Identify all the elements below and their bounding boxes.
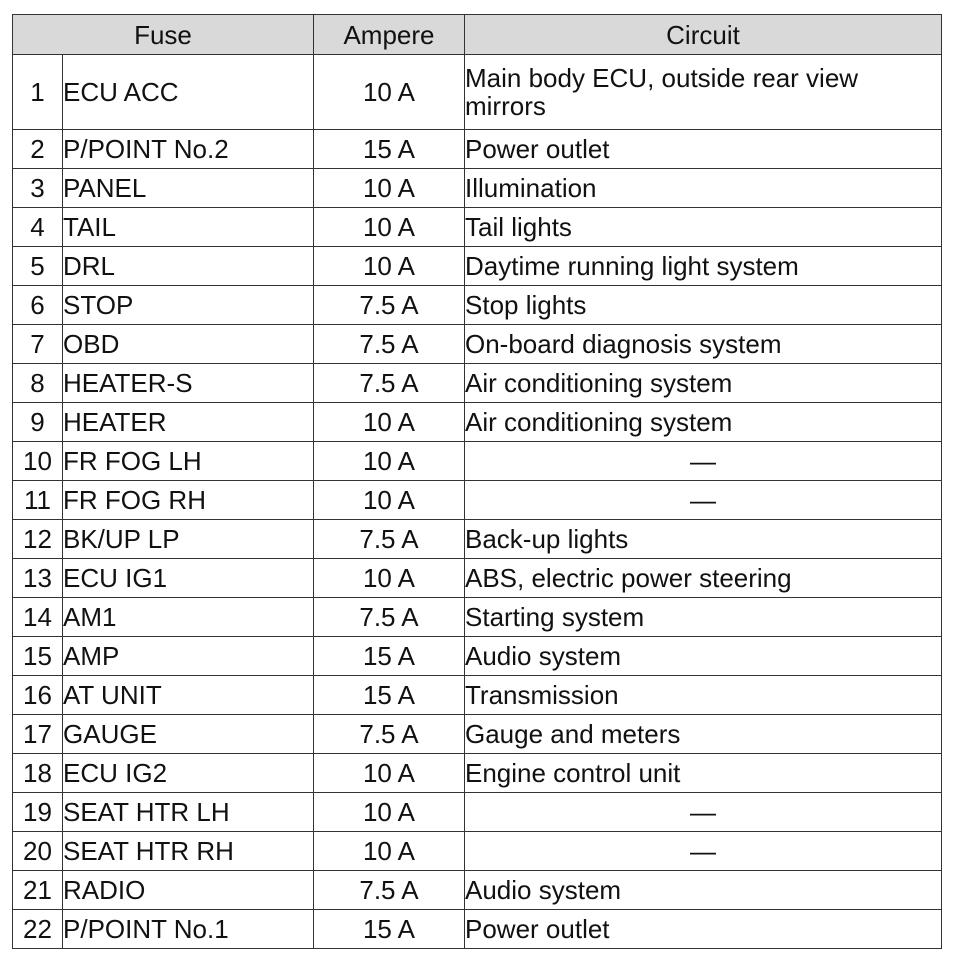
fuse-table — [12, 14, 942, 949]
table-row — [13, 910, 942, 949]
fuse-number: 12 — [13, 520, 63, 559]
fuse-ampere: 10 A — [314, 832, 465, 871]
fuse-number: 11 — [13, 481, 63, 520]
table-row — [13, 754, 942, 793]
fuse-number: 8 — [13, 364, 63, 403]
table-row — [13, 286, 942, 325]
fuse-circuit: Illumination — [465, 169, 942, 208]
fuse-name: PANEL — [63, 169, 314, 208]
fuse-ampere: 10 A — [314, 754, 465, 793]
fuse-ampere: 10 A — [314, 559, 465, 598]
fuse-ampere: 15 A — [314, 130, 465, 169]
table-body — [13, 55, 942, 949]
fuse-number: 7 — [13, 325, 63, 364]
fuse-circuit: Audio system — [465, 637, 942, 676]
table-row — [13, 325, 942, 364]
fuse-name: TAIL — [63, 208, 314, 247]
fuse-number: 2 — [13, 130, 63, 169]
table-row — [13, 637, 942, 676]
table-row — [13, 442, 942, 481]
fuse-circuit: Gauge and meters — [465, 715, 942, 754]
fuse-ampere: 10 A — [314, 793, 465, 832]
fuse-circuit: — — [465, 481, 942, 520]
fuse-circuit: On-board diagnosis system — [465, 325, 942, 364]
table-row — [13, 208, 942, 247]
table-row — [13, 55, 942, 130]
fuse-name: HEATER — [63, 403, 314, 442]
fuse-number: 17 — [13, 715, 63, 754]
fuse-ampere: 10 A — [314, 481, 465, 520]
fuse-name: ECU ACC — [63, 55, 314, 130]
fuse-ampere: 10 A — [314, 208, 465, 247]
fuse-number: 15 — [13, 637, 63, 676]
fuse-number: 14 — [13, 598, 63, 637]
fuse-circuit: — — [465, 832, 942, 871]
fuse-name: BK/UP LP — [63, 520, 314, 559]
table-row — [13, 793, 942, 832]
fuse-name: FR FOG RH — [63, 481, 314, 520]
header-circuit: Circuit — [465, 15, 942, 55]
fuse-circuit: Stop lights — [465, 286, 942, 325]
fuse-name: SEAT HTR LH — [63, 793, 314, 832]
fuse-name: GAUGE — [63, 715, 314, 754]
fuse-number: 22 — [13, 910, 63, 949]
header-row — [13, 15, 942, 55]
fuse-name: DRL — [63, 247, 314, 286]
fuse-number: 18 — [13, 754, 63, 793]
fuse-name: STOP — [63, 286, 314, 325]
fuse-name: P/POINT No.1 — [63, 910, 314, 949]
table-row — [13, 598, 942, 637]
table-row — [13, 715, 942, 754]
fuse-number: 4 — [13, 208, 63, 247]
fuse-circuit: Starting system — [465, 598, 942, 637]
fuse-circuit: Air conditioning system — [465, 403, 942, 442]
fuse-number: 1 — [13, 55, 63, 130]
fuse-circuit: Back-up lights — [465, 520, 942, 559]
table-header — [13, 15, 942, 55]
fuse-ampere: 7.5 A — [314, 364, 465, 403]
fuse-ampere: 10 A — [314, 247, 465, 286]
fuse-number: 5 — [13, 247, 63, 286]
table-row — [13, 130, 942, 169]
fuse-number: 20 — [13, 832, 63, 871]
fuse-circuit: ABS, electric power steering — [465, 559, 942, 598]
fuse-name: RADIO — [63, 871, 314, 910]
fuse-ampere: 15 A — [314, 910, 465, 949]
fuse-circuit: Audio system — [465, 871, 942, 910]
fuse-name: OBD — [63, 325, 314, 364]
fuse-circuit: Power outlet — [465, 910, 942, 949]
fuse-name: ECU IG2 — [63, 754, 314, 793]
fuse-name: AMP — [63, 637, 314, 676]
table-row — [13, 364, 942, 403]
header-fuse: Fuse — [13, 15, 314, 55]
fuse-circuit: Air conditioning system — [465, 364, 942, 403]
fuse-number: 3 — [13, 169, 63, 208]
fuse-ampere: 7.5 A — [314, 325, 465, 364]
fuse-circuit: Tail lights — [465, 208, 942, 247]
fuse-circuit: Engine control unit — [465, 754, 942, 793]
table-row — [13, 169, 942, 208]
fuse-name: FR FOG LH — [63, 442, 314, 481]
fuse-name: AM1 — [63, 598, 314, 637]
table-row — [13, 403, 942, 442]
fuse-ampere: 7.5 A — [314, 598, 465, 637]
fuse-name: ECU IG1 — [63, 559, 314, 598]
fuse-ampere: 7.5 A — [314, 871, 465, 910]
fuse-ampere: 7.5 A — [314, 286, 465, 325]
table-row — [13, 559, 942, 598]
table-row — [13, 481, 942, 520]
fuse-number: 16 — [13, 676, 63, 715]
fuse-circuit: — — [465, 442, 942, 481]
table-row — [13, 832, 942, 871]
fuse-ampere: 10 A — [314, 169, 465, 208]
table-row — [13, 871, 942, 910]
fuse-number: 9 — [13, 403, 63, 442]
fuse-ampere: 15 A — [314, 676, 465, 715]
fuse-circuit: Transmission — [465, 676, 942, 715]
fuse-ampere: 10 A — [314, 403, 465, 442]
fuse-circuit: — — [465, 793, 942, 832]
fuse-circuit: Power outlet — [465, 130, 942, 169]
fuse-number: 21 — [13, 871, 63, 910]
fuse-ampere: 10 A — [314, 442, 465, 481]
table-row — [13, 676, 942, 715]
fuse-number: 10 — [13, 442, 63, 481]
fuse-circuit: Main body ECU, outside rear view mirrors — [465, 55, 942, 130]
header-ampere: Ampere — [314, 15, 465, 55]
fuse-name: AT UNIT — [63, 676, 314, 715]
fuse-ampere: 7.5 A — [314, 520, 465, 559]
fuse-number: 6 — [13, 286, 63, 325]
table-row — [13, 247, 942, 286]
fuse-name: SEAT HTR RH — [63, 832, 314, 871]
fuse-number: 13 — [13, 559, 63, 598]
fuse-name: HEATER-S — [63, 364, 314, 403]
table-row — [13, 520, 942, 559]
fuse-ampere: 7.5 A — [314, 715, 465, 754]
fuse-ampere: 15 A — [314, 637, 465, 676]
fuse-name: P/POINT No.2 — [63, 130, 314, 169]
fuse-circuit: Daytime running light system — [465, 247, 942, 286]
fuse-ampere: 10 A — [314, 55, 465, 130]
fuse-number: 19 — [13, 793, 63, 832]
